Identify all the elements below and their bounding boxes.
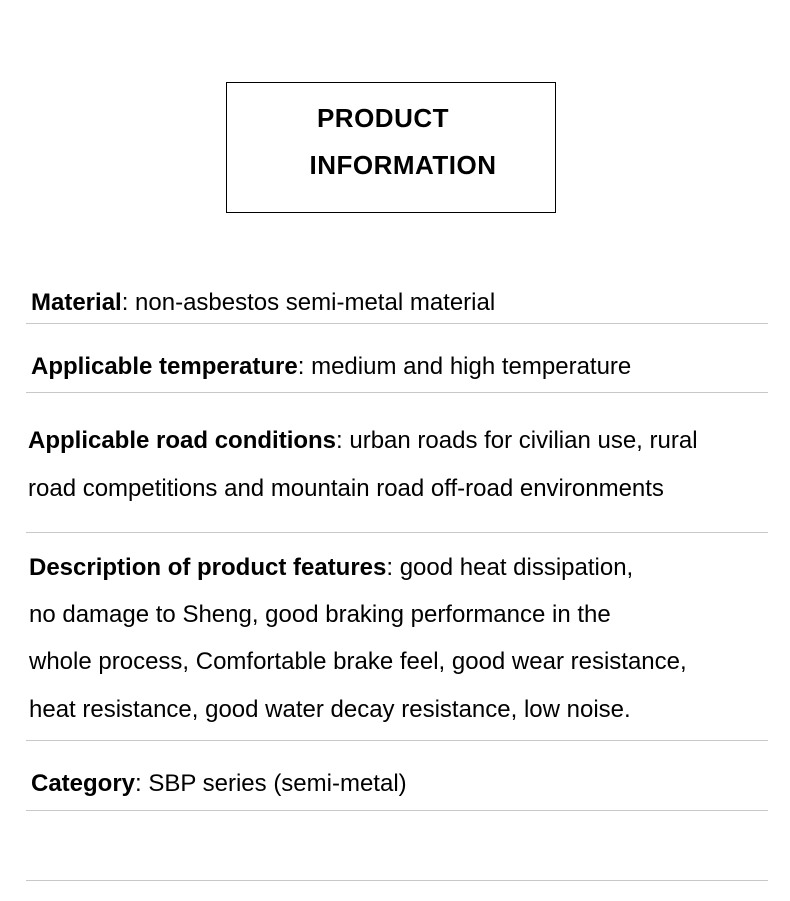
temperature-value: : medium and high temperature xyxy=(297,353,632,380)
divider-road xyxy=(26,532,768,533)
material-label: Material xyxy=(31,289,122,316)
spec-row-features-line4 xyxy=(29,686,631,733)
divider-material xyxy=(26,323,768,324)
title-line-product: PRODUCT xyxy=(316,103,450,133)
category-value: : SBP series (semi-metal) xyxy=(135,770,407,797)
spec-row-temperature xyxy=(31,343,631,390)
spec-row-road-line2 xyxy=(28,465,664,512)
spec-row-road-line1 xyxy=(28,417,698,464)
product-information-title-box xyxy=(226,82,556,213)
road-label: Applicable road conditions xyxy=(28,427,337,454)
features-value-line4: heat resistance, good water decay resistance, low noise. xyxy=(29,696,631,723)
spec-row-features-line2 xyxy=(29,591,611,638)
road-value-line2: road competitions and mountain road off-road environments xyxy=(28,475,664,502)
features-value-line1: : good heat dissipation, xyxy=(386,554,634,581)
material-value: : non-asbestos semi-metal material xyxy=(121,289,496,316)
road-value-line1: : urban roads for civilian use, rural xyxy=(336,427,698,454)
divider-bottom xyxy=(26,880,768,881)
spec-row-features-line1 xyxy=(29,544,633,591)
features-value-line3: whole process, Comfortable brake feel, good wear resistance, xyxy=(29,648,687,675)
features-value-line2: no damage to Sheng, good braking performance in the xyxy=(29,601,611,628)
category-label: Category xyxy=(31,770,136,797)
features-label: Description of product features xyxy=(29,554,387,581)
divider-temperature xyxy=(26,392,768,393)
temperature-label: Applicable temperature xyxy=(31,353,298,380)
divider-category xyxy=(26,810,768,811)
spec-row-category xyxy=(31,760,407,807)
spec-row-features-line3 xyxy=(29,638,687,685)
spec-row-material xyxy=(31,279,495,326)
title-line-information: INFORMATION xyxy=(309,150,497,180)
divider-features xyxy=(26,740,768,741)
